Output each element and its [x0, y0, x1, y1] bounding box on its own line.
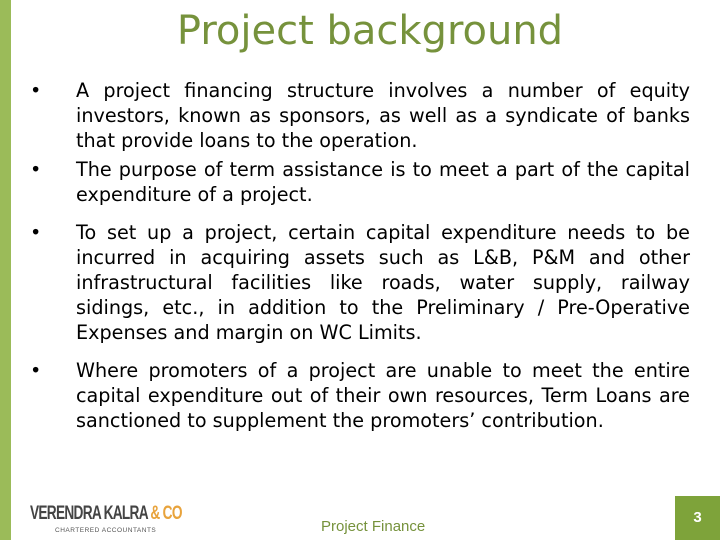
bullet-dot: • [30, 359, 42, 382]
left-accent-bar [0, 0, 11, 540]
bullet-list [30, 78, 690, 433]
bullet-dot: • [30, 79, 42, 102]
bullet-text: Where promoters of a project are unable to meet the entire capital expenditure out of their own resources, Term Loans are sanctioned to supplement the promoters’ contribution. [76, 359, 690, 432]
slide-title: Project background [176, 8, 564, 54]
bullet-item [30, 358, 690, 433]
logo-amp-co: & CO [150, 503, 182, 524]
bullet-text: To set up a project, certain capital expenditure needs to be incurred in acquiring assets such as L&B, P&M and other infrastructural facilities like roads, water supply, railway sidings, etc., in addition to the Preliminary / Pre-Operative Expenses and margin on WC Limits. [76, 221, 690, 344]
bullet-item [30, 157, 690, 207]
bullet-item [30, 220, 690, 345]
bullet-dot: • [30, 158, 42, 181]
company-logo [30, 497, 182, 537]
bullet-item [30, 78, 690, 153]
bullet-dot: • [30, 221, 42, 244]
logo-name: VERENDRA KALRA [30, 503, 151, 524]
logo-wordmark [30, 503, 182, 525]
page-number: 3 [675, 496, 720, 540]
logo-subtitle: CHARTERED ACCOUNTANTS [55, 527, 157, 534]
footer-text: Project Finance [321, 518, 426, 535]
bullet-text: The purpose of term assistance is to meet a part of the capital expenditure of a project. [76, 158, 690, 206]
bullet-text: A project financing structure involves a number of equity investors, known as sponsors, as well as a syndicate of banks that provide loans to the operation. [76, 79, 690, 152]
